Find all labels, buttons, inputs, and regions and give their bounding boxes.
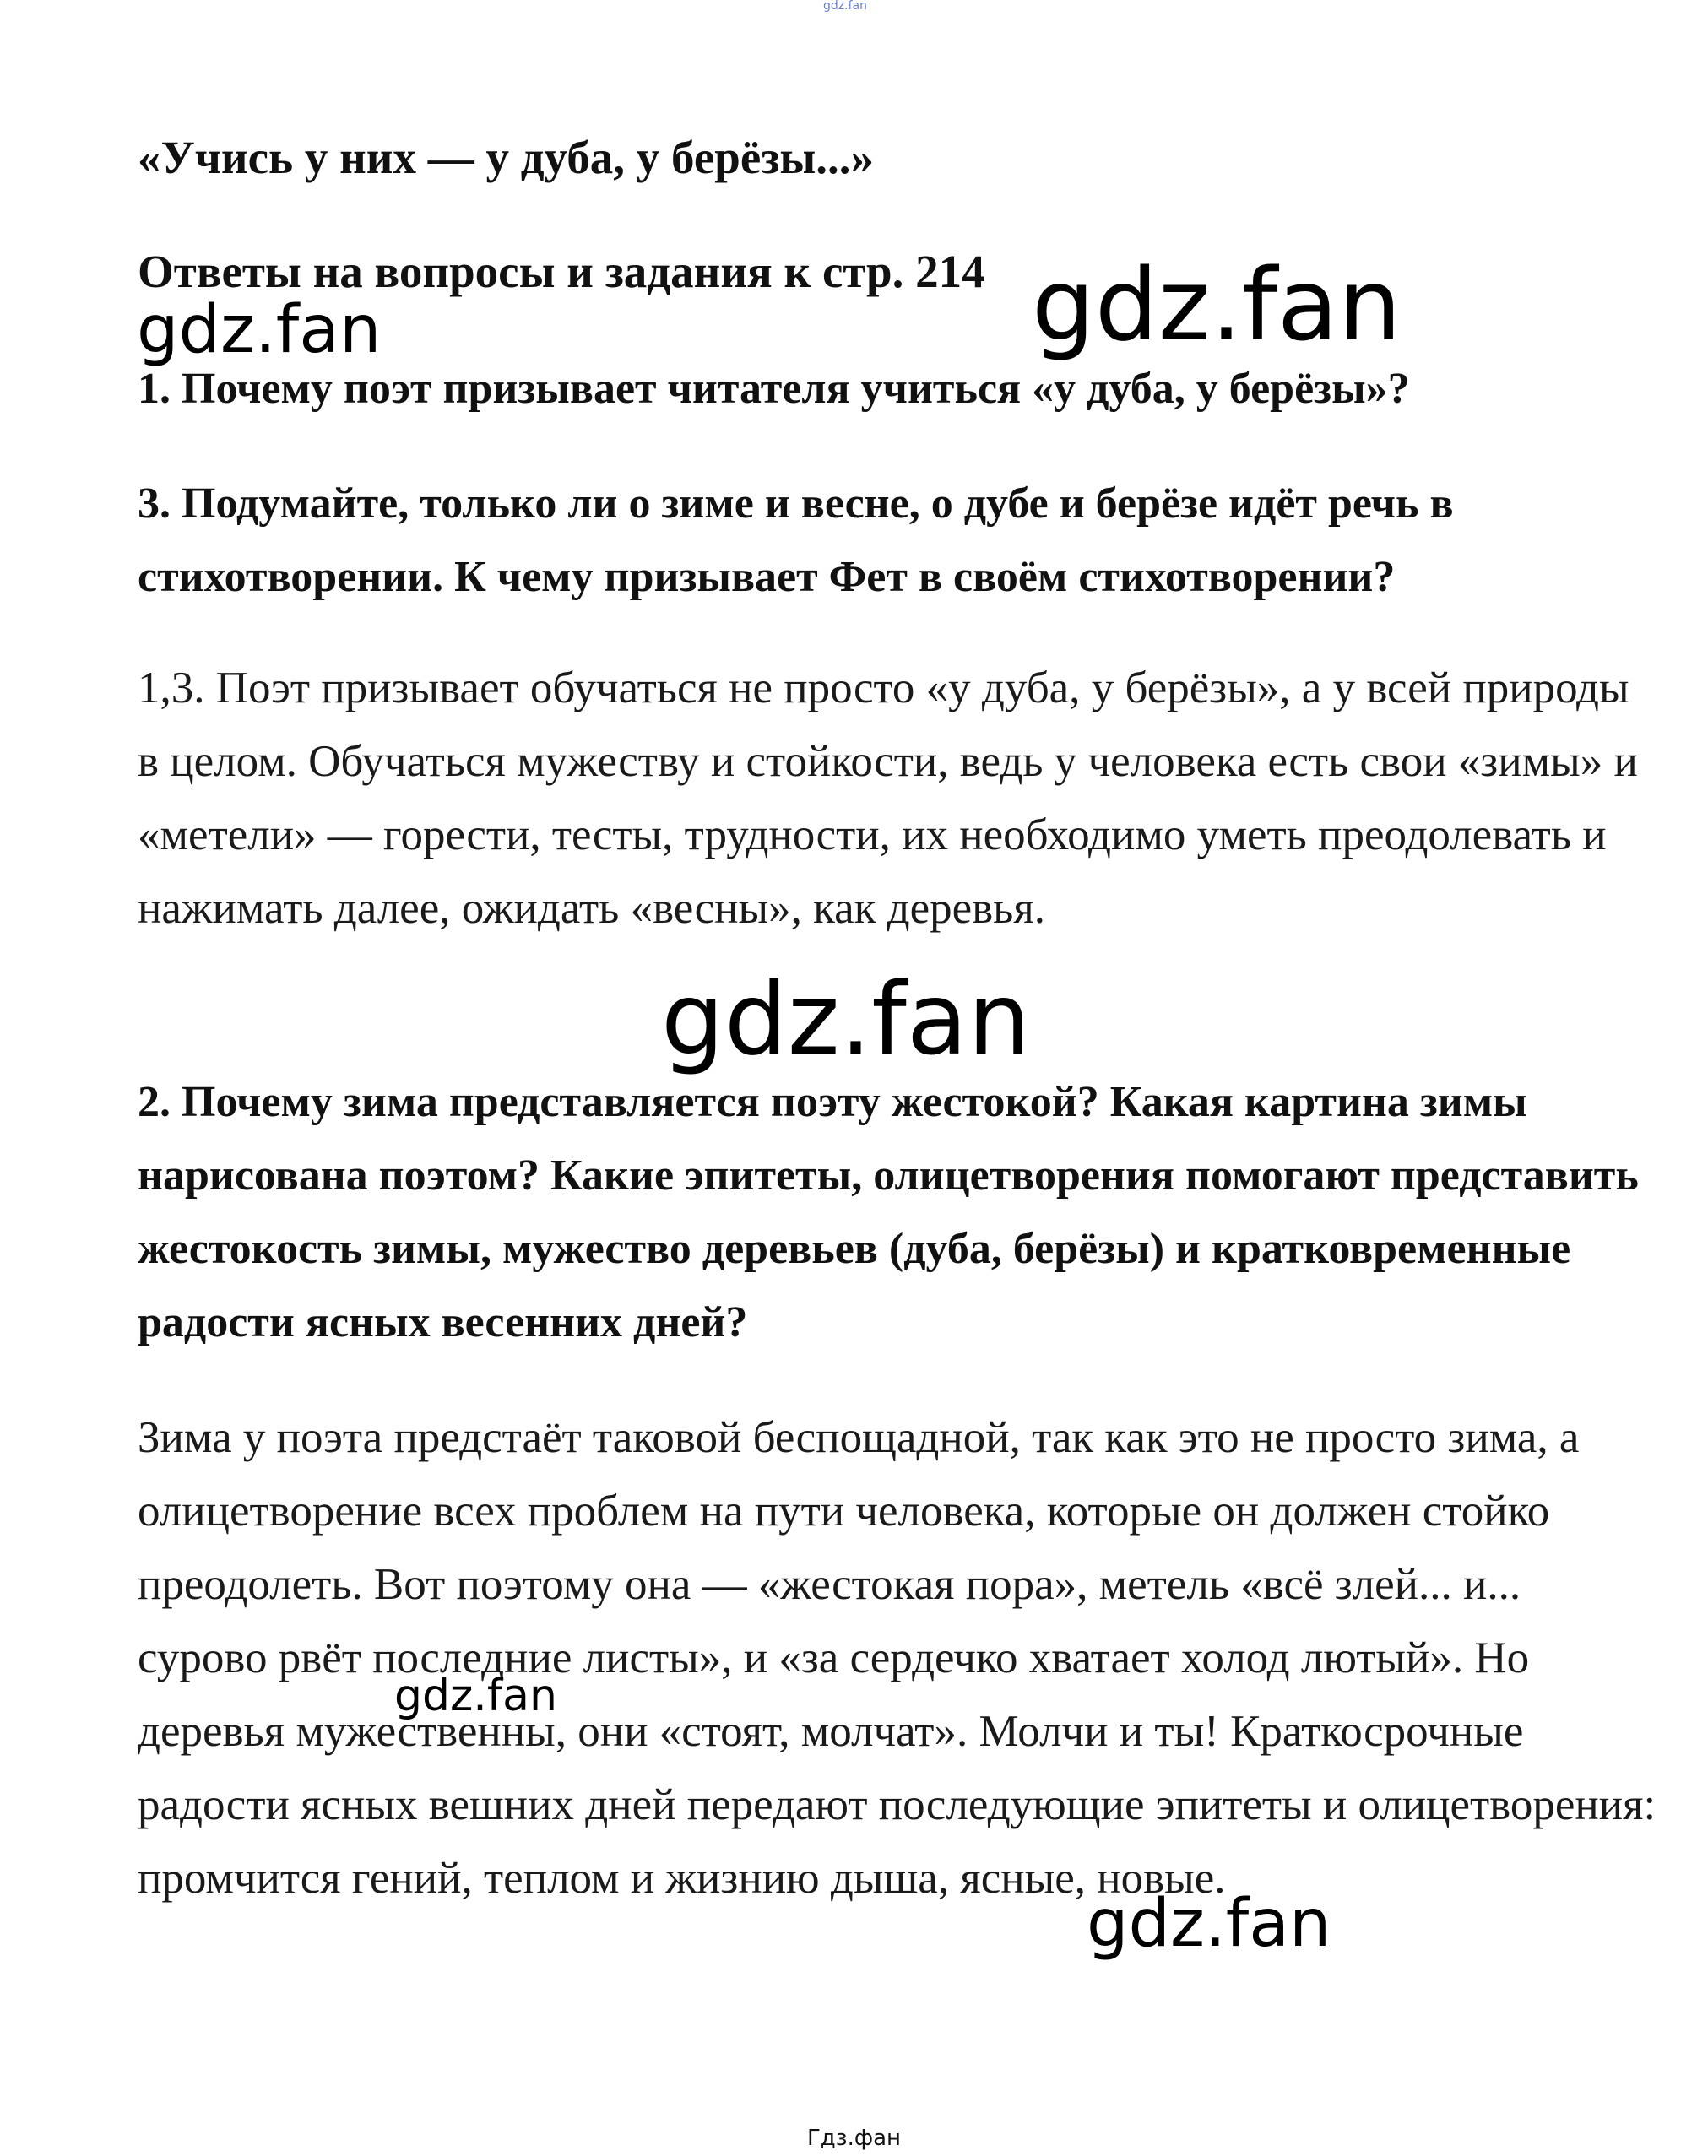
page-title: «Учись у них — у дуба, у берёзы...» [138,132,875,183]
question-3: 3. Подумайте, только ли о зиме и весне, о дубе и берёзе идёт речь в стихотворении. К чему призывает Фет в своём стихотворении? [138,479,1454,601]
answer-1-3: 1,3. Поэт призывает обучаться не просто «у дуба, у берёзы», а у всей природы в целом. Обучаться мужеству и стойкости, ведь у человека есть свои «зимы» и «метели» — горести, тесты, трудности, их необходимо уметь преодолевать и нажимать далее, ожидать «весны», как деревья. [138,664,1638,933]
answer-2: Зима у поэта предстаёт таковой беспощадной, так как это не просто зима, а олицетворение всех проблем на пути человека, которые он должен стойко преодолеть. Вот поэтому она — «жестокая пора», метель «всё злей... и... сурово рвёт последние листы», и «за сердечко хватает холод лютый». Но деревья мужественны, они «стоят, молчат». Молчи и ты! Краткосрочные радости ясных вешних дней передают последующие эпитеты и олицетворения: промчится гений, теплом и жизнию дыша, ясные, новые. [138,1413,1656,1903]
question-2: 2. Почему зима представляется поэту жестокой? Какая картина зимы нарисована поэтом? Какие эпитеты, олицетворения помогают представить жестокость зимы, мужество деревьев (дуба, берёзы) и кратковременные радости ясных весенних дней? [138,1078,1639,1346]
header-watermark: gdz.fan [823,0,867,13]
question-1: 1. Почему поэт призывает читателя учиться «у дуба, у берёзы»? [138,365,1410,413]
watermark-text: gdz.fan [137,292,382,368]
footer-text: Гдз.фан [806,2126,902,2151]
watermark-text: gdz.fan [661,961,1031,1077]
watermark-text: gdz.fan [394,1671,557,1721]
watermark-text: gdz.fan [1032,246,1402,363]
watermark-text: gdz.fan [1087,1886,1331,1962]
page-subtitle: Ответы на вопросы и задания к стр. 214 [138,246,985,297]
